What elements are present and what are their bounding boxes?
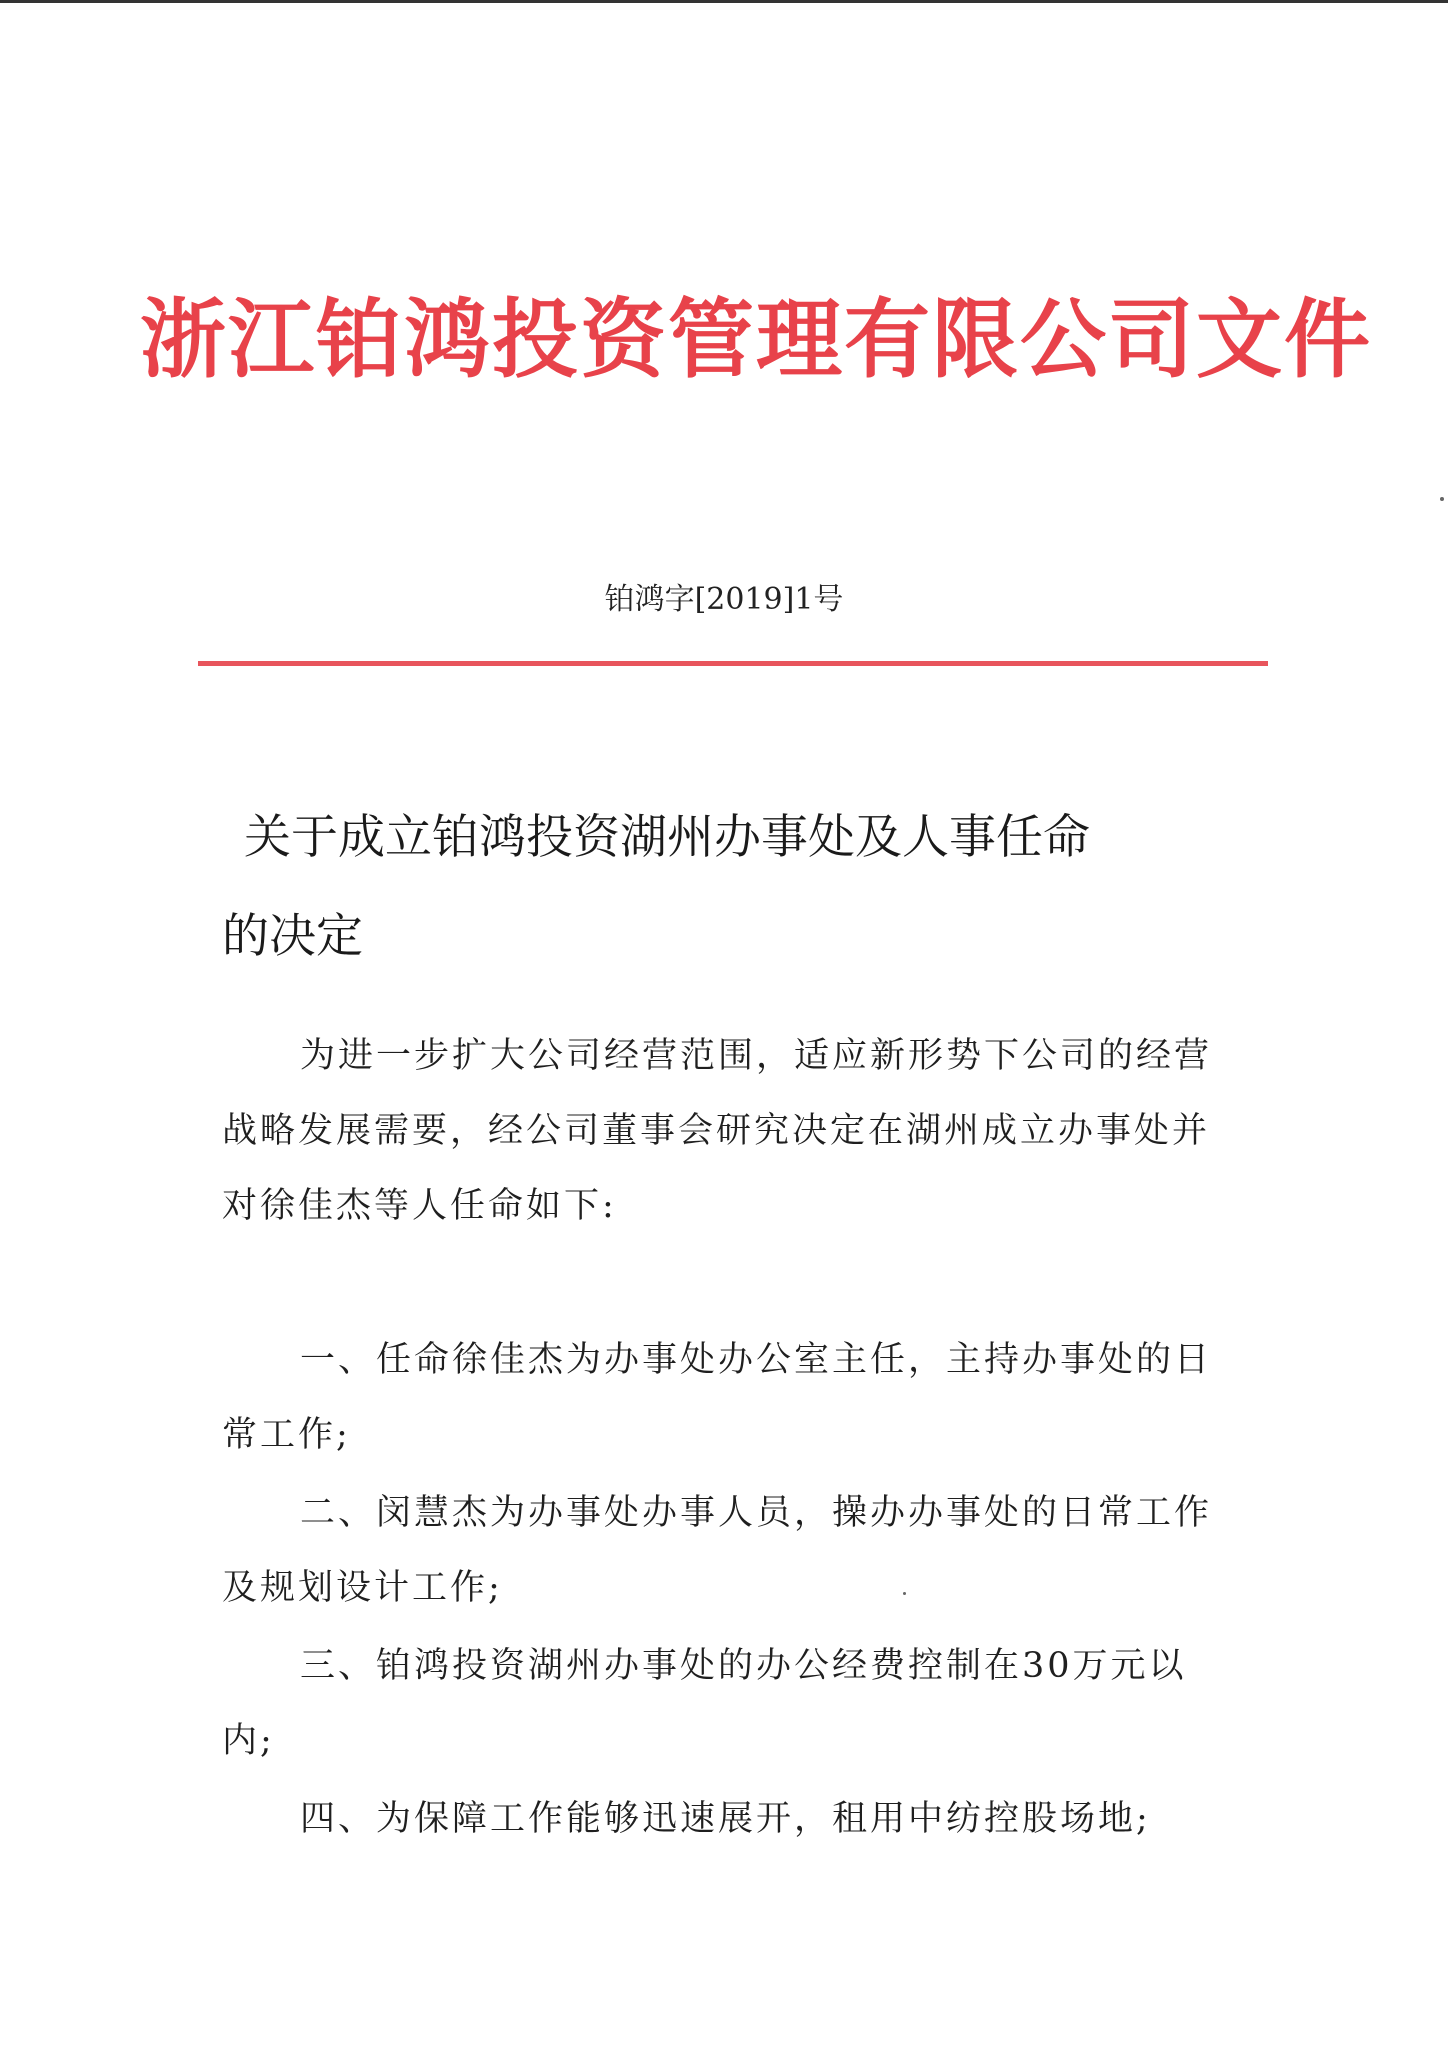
list-item: 三、铂鸿投资湖州办事处的办公经费控制在30万元以内; <box>222 1646 1187 1761</box>
scan-speck <box>1440 497 1444 501</box>
intro-section <box>222 1019 1232 1244</box>
subject-line-2: 的决定 <box>222 909 363 964</box>
list-item: 一、任命徐佳杰为办事处办公室主任，主持办事处的日常工作; <box>222 1340 1213 1455</box>
list-item: 四、为保障工作能够迅速展开，租用中纺控股场地; <box>300 1799 1151 1839</box>
scan-speck <box>903 1592 906 1595</box>
intro-paragraph: 为进一步扩大公司经营范围，适应新形势下公司的经营战略发展需要，经公司董事会研究决定在湖州成立办事处并对徐佳杰等人任命如下: <box>222 1036 1213 1226</box>
scan-top-edge <box>0 0 1448 3</box>
appointment-list <box>222 1323 1232 1860</box>
letterhead-title: 浙江铂鸿投资管理有限公司文件 <box>140 289 1372 390</box>
subject-line-1: 关于成立铂鸿投资湖州办事处及人事任命 <box>244 810 1090 865</box>
document-subject <box>222 788 1242 986</box>
document-number: 铂鸿字[2019]1号 <box>604 582 844 617</box>
letterhead-divider <box>198 661 1268 666</box>
list-item: 二、闵慧杰为办事处办事人员，操办办事处的日常工作及规划设计工作; <box>222 1493 1213 1608</box>
